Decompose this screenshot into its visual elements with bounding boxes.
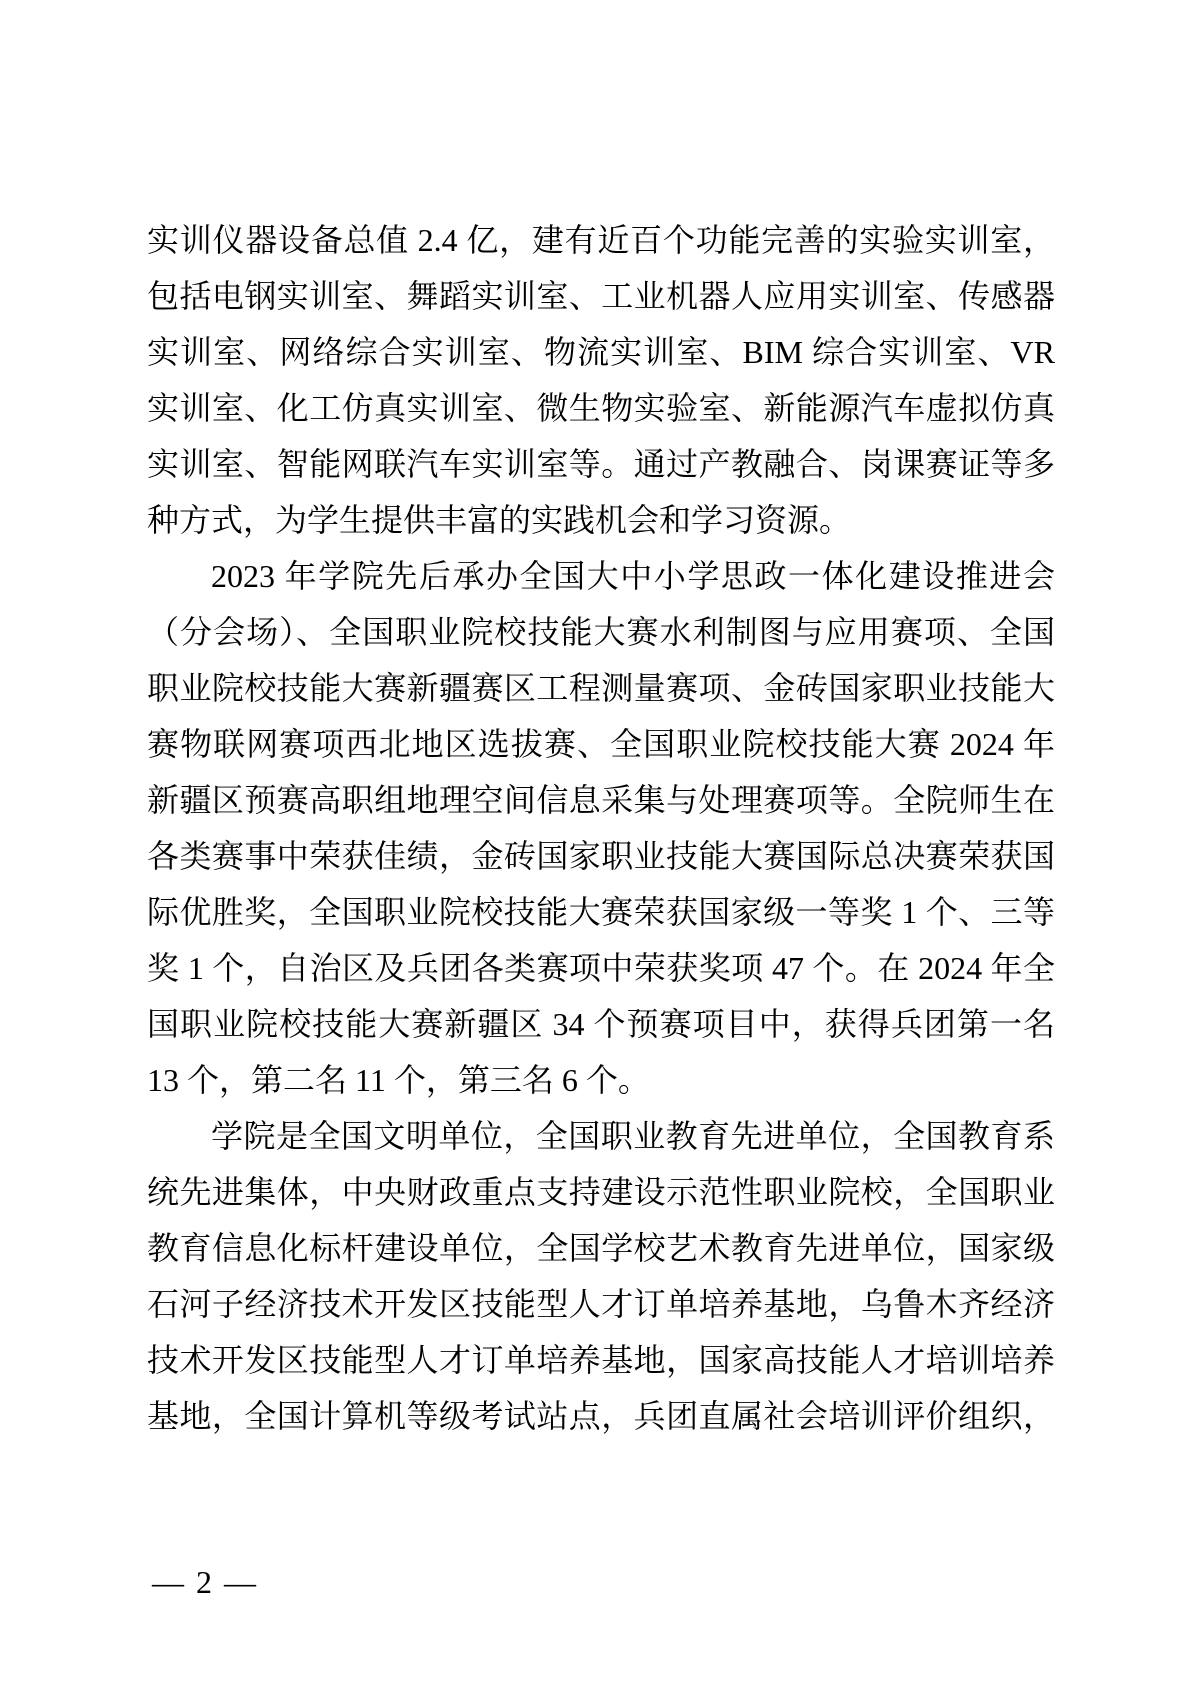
page-number: — 2 — bbox=[152, 1564, 258, 1600]
body-line-4: 实训室、化工仿真实训室、微生物实验室、新能源汽车虚拟仿真 bbox=[147, 390, 1055, 426]
body-line-12: 各类赛事中荣获佳绩，金砖国家职业技能大赛国际总决赛荣获国 bbox=[147, 838, 1055, 874]
body-line-13: 际优胜奖，全国职业院校技能大赛荣获国家级一等奖 1 个、三等 bbox=[147, 894, 1055, 930]
body-line-6: 种方式，为学生提供丰富的实践机会和学习资源。 bbox=[147, 502, 852, 538]
body-line-5: 实训室、智能网联汽车实训室等。通过产教融合、岗课赛证等多 bbox=[147, 446, 1055, 482]
body-line-15: 国职业院校技能大赛新疆区 34 个预赛项目中，获得兵团第一名 bbox=[147, 1006, 1055, 1042]
body-line-18: 统先进集体，中央财政重点支持建设示范性职业院校，全国职业 bbox=[147, 1174, 1055, 1210]
body-line-3: 实训室、网络综合实训室、物流实训室、BIM 综合实训室、VR bbox=[147, 334, 1055, 370]
body-line-22: 基地，全国计算机等级考试站点，兵团直属社会培训评价组织， bbox=[147, 1398, 1055, 1434]
body-line-21: 技术开发区技能型人才订单培养基地，国家高技能人才培训培养 bbox=[147, 1342, 1055, 1378]
body-line-8: （分会场）、全国职业院校技能大赛水利制图与应用赛项、全国 bbox=[147, 614, 1055, 650]
body-line-1: 实训仪器设备总值 2.4 亿，建有近百个功能完善的实验实训室， bbox=[147, 222, 1055, 258]
body-line-19: 教育信息化标杆建设单位，全国学校艺术教育先进单位，国家级 bbox=[147, 1230, 1055, 1266]
body-line-14: 奖 1 个，自治区及兵团各类赛项中荣获奖项 47 个。在 2024 年全 bbox=[147, 950, 1055, 986]
body-line-17: 学院是全国文明单位，全国职业教育先进单位，全国教育系 bbox=[211, 1118, 1055, 1154]
body-line-10: 赛物联网赛项西北地区选拔赛、全国职业院校技能大赛 2024 年 bbox=[147, 726, 1055, 762]
body-line-7: 2023 年学院先后承办全国大中小学思政一体化建设推进会 bbox=[211, 558, 1055, 594]
body-line-9: 职业院校技能大赛新疆赛区工程测量赛项、金砖国家职业技能大 bbox=[147, 670, 1055, 706]
body-line-2: 包括电钢实训室、舞蹈实训室、工业机器人应用实训室、传感器 bbox=[147, 278, 1055, 314]
body-line-16: 13 个，第二名 11 个，第三名 6 个。 bbox=[147, 1062, 650, 1098]
document-body bbox=[147, 212, 1055, 1444]
body-line-11: 新疆区预赛高职组地理空间信息采集与处理赛项等。全院师生在 bbox=[147, 782, 1055, 818]
body-line-20: 石河子经济技术开发区技能型人才订单培养基地，乌鲁木齐经济 bbox=[147, 1286, 1055, 1322]
